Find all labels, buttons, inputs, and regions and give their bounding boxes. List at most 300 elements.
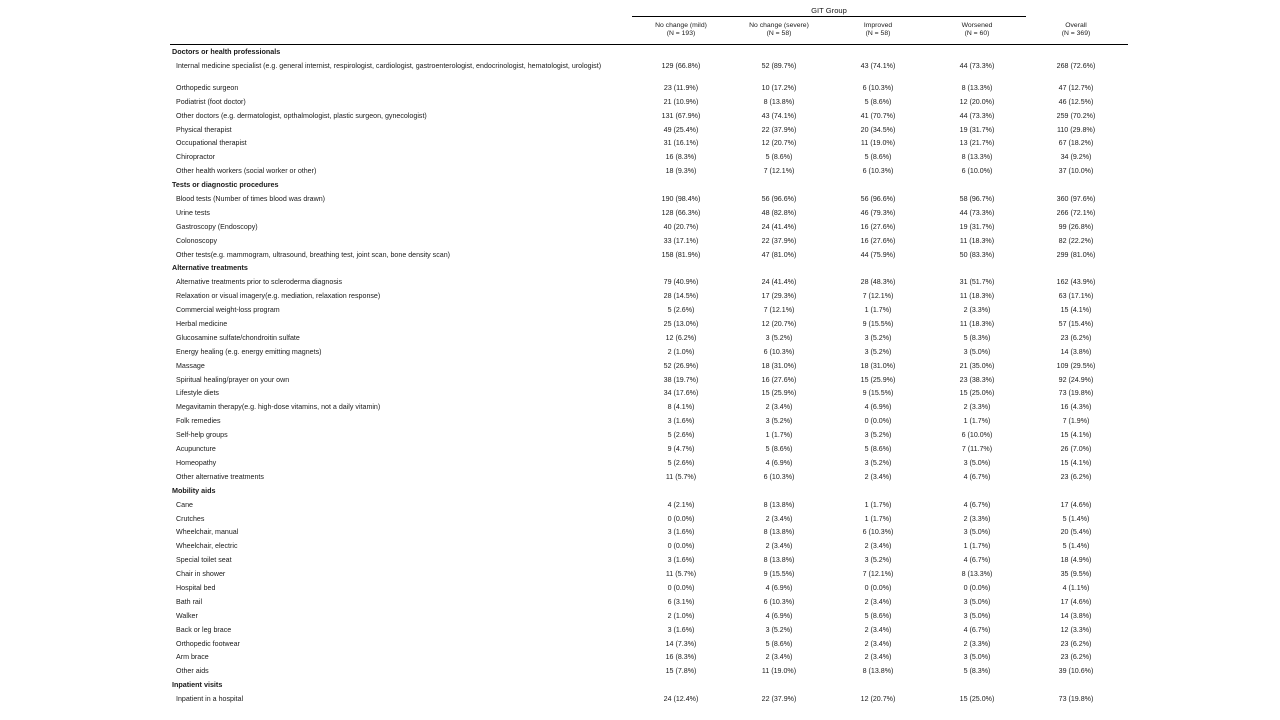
group-title: GIT Group — [811, 6, 847, 15]
table-cell: 28 (14.5%) — [663, 292, 699, 301]
table-cell: 11 (18.3%) — [959, 236, 995, 245]
table-row — [170, 386, 1128, 400]
table-cell: 12 (20.7%) — [860, 695, 896, 704]
section-header-row — [170, 261, 1128, 275]
table-cell: 44 (73.3%) — [959, 111, 995, 120]
table-cell: 7 (1.9%) — [1062, 417, 1090, 426]
table-row — [170, 150, 1128, 164]
table-cell: 128 (66.3%) — [661, 208, 701, 217]
table-cell: 3 (1.6%) — [667, 528, 695, 537]
table-cell: 110 (29.8%) — [1056, 125, 1096, 134]
table-cell: 15 (7.8%) — [665, 667, 697, 676]
row-label: Orthopedic surgeon — [176, 83, 239, 92]
table-cell: 360 (97.6%) — [1056, 195, 1096, 204]
table-cell: 0 (0.0%) — [963, 583, 991, 592]
table-cell: 14 (7.3%) — [665, 639, 697, 648]
table-row — [170, 303, 1128, 317]
row-label: Hospital bed — [176, 583, 216, 592]
column-name: Improved — [863, 22, 893, 29]
table-cell: 15 (25.0%) — [959, 389, 995, 398]
table-cell: 20 (34.5%) — [860, 125, 896, 134]
row-label: Other health workers (social worker or other) — [176, 167, 317, 176]
table-cell: 5 (2.6%) — [667, 306, 695, 315]
table-cell: 2 (3.4%) — [864, 639, 892, 648]
table-cell: 3 (1.6%) — [667, 556, 695, 565]
table-cell: 3 (5.0%) — [963, 597, 991, 606]
table-cell: 2 (3.4%) — [765, 542, 793, 551]
table-cell: 5 (2.6%) — [667, 431, 695, 440]
row-label: Other aids — [176, 667, 209, 676]
table-cell: 50 (83.3%) — [959, 250, 995, 259]
table-cell: 5 (8.3%) — [963, 667, 991, 676]
row-label: Chiropractor — [176, 153, 216, 162]
table-cell: 3 (5.2%) — [864, 333, 892, 342]
table-row — [170, 192, 1128, 206]
table-cell: 4 (6.9%) — [765, 583, 793, 592]
table-cell: 5 (8.6%) — [864, 445, 892, 454]
table-cell: 2 (1.0%) — [667, 611, 695, 620]
table-cell: 268 (72.6%) — [1056, 61, 1096, 70]
table-cell: 1 (1.7%) — [864, 514, 892, 523]
table-cell: 23 (6.2%) — [1060, 653, 1092, 662]
table-cell: 26 (7.0%) — [1060, 445, 1092, 454]
table-cell: 15 (4.1%) — [1060, 458, 1092, 467]
row-label: Occupational therapist — [176, 139, 247, 148]
row-label: Walker — [176, 611, 198, 620]
row-label: Physical therapist — [176, 125, 232, 134]
table-cell: 52 (26.9%) — [663, 361, 699, 370]
table-cell: 82 (22.2%) — [1058, 236, 1094, 245]
table-cell: 2 (3.4%) — [864, 472, 892, 481]
table-cell: 22 (37.9%) — [761, 125, 797, 134]
table-cell: 19 (31.7%) — [959, 125, 995, 134]
row-label: Orthopedic footwear — [176, 639, 240, 648]
table-cell: 6 (10.0%) — [961, 431, 993, 440]
table-cell: 15 (4.1%) — [1060, 431, 1092, 440]
table-cell: 52 (89.7%) — [761, 61, 797, 70]
table-cell: 41 (70.7%) — [860, 111, 896, 120]
row-label: Inpatient in a hospital — [176, 695, 244, 704]
row-label: Wheelchair, manual — [176, 528, 239, 537]
table-cell: 35 (9.5%) — [1060, 570, 1092, 579]
table-cell: 39 (10.6%) — [1058, 667, 1094, 676]
table-cell: 8 (13.8%) — [862, 667, 894, 676]
table-cell: 37 (10.0%) — [1058, 167, 1094, 176]
section-title: Mobility aids — [172, 485, 216, 495]
table-cell: 5 (8.6%) — [765, 639, 793, 648]
table-cell: 12 (20.7%) — [761, 139, 797, 148]
column-n: (N = 58) — [865, 30, 891, 38]
table-cell: 1 (1.7%) — [963, 542, 991, 551]
table-cell: 5 (1.4%) — [1062, 542, 1090, 551]
column-n: (N = 58) — [766, 30, 792, 38]
table-cell: 2 (3.3%) — [963, 639, 991, 648]
column-header-improved — [829, 22, 927, 39]
table-cell: 11 (19.0%) — [761, 667, 797, 676]
table-cell: 24 (41.4%) — [761, 222, 797, 231]
table-cell: 109 (29.5%) — [1056, 361, 1096, 370]
row-label: Homeopathy — [176, 458, 217, 467]
table-cell: 3 (5.2%) — [864, 556, 892, 565]
table-cell: 6 (3.1%) — [667, 597, 695, 606]
table-cell: 2 (3.4%) — [864, 542, 892, 551]
row-label: Urine tests — [176, 208, 210, 217]
table-row — [170, 470, 1128, 484]
row-label: Arm brace — [176, 653, 209, 662]
table-cell: 18 (31.0%) — [761, 361, 797, 370]
column-n: (N = 60) — [964, 30, 990, 38]
column-header-worsened — [928, 22, 1026, 39]
table-cell: 8 (13.8%) — [763, 528, 795, 537]
table-cell: 299 (81.0%) — [1056, 250, 1096, 259]
table-cell: 0 (0.0%) — [864, 417, 892, 426]
table-row — [170, 81, 1128, 95]
table-row — [170, 525, 1128, 539]
table-cell: 8 (13.8%) — [763, 500, 795, 509]
table-cell: 31 (16.1%) — [663, 139, 699, 148]
column-header-no-change-mild — [632, 22, 730, 39]
table-row — [170, 498, 1128, 512]
table-cell: 8 (13.3%) — [961, 570, 993, 579]
table-cell: 8 (4.1%) — [667, 403, 695, 412]
table-cell: 3 (5.0%) — [963, 653, 991, 662]
row-label: Back or leg brace — [176, 625, 232, 634]
table-cell: 23 (6.2%) — [1060, 333, 1092, 342]
table-cell: 18 (31.0%) — [860, 361, 896, 370]
table-row — [170, 220, 1128, 234]
table-cell: 57 (15.4%) — [1058, 320, 1094, 329]
table-row — [170, 414, 1128, 428]
row-label: Acupuncture — [176, 445, 216, 454]
table-cell: 5 (8.6%) — [765, 445, 793, 454]
column-n: (N = 369) — [1061, 30, 1091, 38]
table-cell: 6 (10.3%) — [862, 528, 894, 537]
table-cell: 22 (37.9%) — [761, 695, 797, 704]
table-cell: 6 (10.3%) — [763, 347, 795, 356]
row-label: Massage — [176, 361, 205, 370]
table-cell: 7 (11.7%) — [961, 445, 993, 454]
table-row — [170, 136, 1128, 150]
section-title: Inpatient visits — [172, 680, 223, 690]
table-cell: 3 (5.2%) — [765, 417, 793, 426]
table-cell: 4 (6.7%) — [963, 556, 991, 565]
table-cell: 129 (66.8%) — [661, 61, 701, 70]
table-cell: 2 (3.4%) — [864, 625, 892, 634]
row-label: Podiatrist (foot doctor) — [176, 97, 246, 106]
table-cell: 2 (3.3%) — [963, 306, 991, 315]
row-label: Special toilet seat — [176, 556, 232, 565]
table-cell: 1 (1.7%) — [765, 431, 793, 440]
table-cell: 21 (35.0%) — [959, 361, 995, 370]
row-label: Lifestyle diets — [176, 389, 219, 398]
table-cell: 6 (10.3%) — [862, 83, 894, 92]
table-cell: 131 (67.9%) — [661, 111, 701, 120]
table-cell: 73 (19.8%) — [1058, 695, 1094, 704]
table-cell: 5 (8.6%) — [864, 153, 892, 162]
column-name: No change (severe) — [749, 22, 809, 29]
table-cell: 7 (12.1%) — [862, 292, 894, 301]
section-header-row — [170, 678, 1128, 692]
table-row — [170, 289, 1128, 303]
section-header-row — [170, 178, 1128, 192]
table-row — [170, 692, 1128, 706]
section-title: Alternative treatments — [172, 263, 248, 273]
section-title: Doctors or health professionals — [172, 47, 281, 56]
table-cell: 9 (15.5%) — [763, 570, 795, 579]
table-cell: 259 (70.2%) — [1056, 111, 1096, 120]
table-cell: 23 (6.2%) — [1060, 639, 1092, 648]
table-cell: 19 (31.7%) — [959, 222, 995, 231]
table-cell: 18 (4.9%) — [1060, 556, 1092, 565]
column-header-no-change-severe — [730, 22, 828, 39]
table-cell: 6 (10.3%) — [763, 597, 795, 606]
table-cell: 40 (20.7%) — [663, 222, 699, 231]
table-cell: 56 (96.6%) — [860, 195, 896, 204]
table-cell: 21 (10.9%) — [663, 97, 699, 106]
table-cell: 46 (12.5%) — [1058, 97, 1094, 106]
table-cell: 9 (15.5%) — [862, 320, 894, 329]
table-cell: 24 (12.4%) — [663, 695, 699, 704]
table-row — [170, 650, 1128, 664]
table-cell: 0 (0.0%) — [667, 542, 695, 551]
row-label: Self-help groups — [176, 431, 228, 440]
table-cell: 14 (3.8%) — [1060, 347, 1092, 356]
table-row — [170, 123, 1128, 137]
table-cell: 9 (4.7%) — [667, 445, 695, 454]
table-row — [170, 109, 1128, 123]
table-cell: 3 (1.6%) — [667, 625, 695, 634]
table-cell: 0 (0.0%) — [667, 583, 695, 592]
table-cell: 17 (29.3%) — [761, 292, 797, 301]
table-cell: 0 (0.0%) — [667, 514, 695, 523]
table-row — [170, 567, 1128, 581]
table-cell: 5 (8.6%) — [765, 153, 793, 162]
table-cell: 2 (3.4%) — [864, 653, 892, 662]
table-cell: 1 (1.7%) — [963, 417, 991, 426]
table-cell: 22 (37.9%) — [761, 236, 797, 245]
table-cell: 190 (98.4%) — [661, 195, 701, 204]
table-cell: 2 (3.3%) — [963, 514, 991, 523]
table-row — [170, 206, 1128, 220]
row-label: Alternative treatments prior to scleroderma diagnosis — [176, 278, 342, 287]
table-cell: 16 (27.6%) — [860, 222, 896, 231]
table-cell: 5 (2.6%) — [667, 458, 695, 467]
table-cell: 3 (5.2%) — [864, 458, 892, 467]
group-rule — [632, 16, 1026, 17]
table-cell: 7 (12.1%) — [763, 167, 795, 176]
table-cell: 5 (8.6%) — [864, 611, 892, 620]
row-label: Relaxation or visual imagery(e.g. mediation, relaxation response) — [176, 292, 381, 301]
table-cell: 162 (43.9%) — [1056, 278, 1096, 287]
table-cell: 4 (6.9%) — [765, 611, 793, 620]
table-cell: 8 (13.8%) — [763, 556, 795, 565]
table-cell: 2 (3.4%) — [765, 403, 793, 412]
table-cell: 47 (81.0%) — [761, 250, 797, 259]
table-cell: 4 (1.1%) — [1062, 583, 1090, 592]
table-cell: 28 (48.3%) — [860, 278, 896, 287]
row-label: Other doctors (e.g. dermatologist, opthalmologist, plastic surgeon, gynecologist) — [176, 111, 427, 120]
table-row — [170, 248, 1128, 262]
table-cell: 5 (8.6%) — [864, 97, 892, 106]
column-name: Worsened — [961, 22, 993, 29]
section-title: Tests or diagnostic procedures — [172, 180, 279, 190]
column-n: (N = 193) — [666, 30, 696, 38]
table-cell: 17 (4.6%) — [1060, 500, 1092, 509]
table-cell: 48 (82.8%) — [761, 208, 797, 217]
section-header-row — [170, 484, 1128, 498]
table-cell: 3 (5.2%) — [864, 347, 892, 356]
section-header-row — [170, 45, 1128, 59]
table-cell: 2 (3.4%) — [864, 597, 892, 606]
table-cell: 23 (38.3%) — [959, 375, 995, 384]
table-cell: 16 (27.6%) — [761, 375, 797, 384]
table-row — [170, 234, 1128, 248]
table-row — [170, 373, 1128, 387]
table-cell: 9 (15.5%) — [862, 389, 894, 398]
table-cell: 10 (17.2%) — [761, 83, 797, 92]
table-row — [170, 275, 1128, 289]
row-label: Chair in shower — [176, 570, 226, 579]
table-cell: 33 (17.1%) — [663, 236, 699, 245]
table-cell: 15 (4.1%) — [1060, 306, 1092, 315]
table-cell: 79 (40.9%) — [663, 278, 699, 287]
table-cell: 4 (6.7%) — [963, 472, 991, 481]
table-cell: 6 (10.0%) — [961, 167, 993, 176]
table-cell: 24 (41.4%) — [761, 278, 797, 287]
table-row — [170, 512, 1128, 526]
column-name: No change (mild) — [655, 22, 707, 29]
table-cell: 47 (12.7%) — [1058, 83, 1094, 92]
table-cell: 73 (19.8%) — [1058, 389, 1094, 398]
row-label: Folk remedies — [176, 417, 221, 426]
row-label: Megavitamin therapy(e.g. high-dose vitamins, not a daily vitamin) — [176, 403, 381, 412]
results-table — [170, 7, 1128, 706]
table-cell: 31 (51.7%) — [959, 278, 995, 287]
table-body — [170, 45, 1128, 706]
row-label: Other alternative treatments — [176, 472, 264, 481]
table-row — [170, 317, 1128, 331]
table-cell: 3 (5.2%) — [765, 625, 793, 634]
table-cell: 23 (6.2%) — [1060, 472, 1092, 481]
table-row — [170, 581, 1128, 595]
table-row — [170, 637, 1128, 651]
table-cell: 16 (8.3%) — [665, 653, 697, 662]
table-cell: 38 (19.7%) — [663, 375, 699, 384]
table-cell: 3 (5.0%) — [963, 611, 991, 620]
table-cell: 2 (1.0%) — [667, 347, 695, 356]
row-label: Crutches — [176, 514, 205, 523]
table-row — [170, 595, 1128, 609]
table-cell: 43 (74.1%) — [860, 61, 896, 70]
table-cell: 12 (6.2%) — [665, 333, 697, 342]
row-label: Internal medicine specialist (e.g. general internist, respirologist, cardiologist, gastroenterologist, endocrinologist, hematologist, urologist) — [176, 61, 602, 70]
table-row — [170, 95, 1128, 109]
table-row — [170, 164, 1128, 178]
table-cell: 2 (3.4%) — [765, 653, 793, 662]
table-cell: 7 (12.1%) — [862, 570, 894, 579]
table-cell: 3 (5.2%) — [765, 333, 793, 342]
table-cell: 58 (96.7%) — [959, 195, 995, 204]
table-cell: 13 (21.7%) — [959, 139, 995, 148]
table-cell: 3 (5.0%) — [963, 528, 991, 537]
table-cell: 2 (3.3%) — [963, 403, 991, 412]
table-cell: 67 (18.2%) — [1058, 139, 1094, 148]
table-cell: 4 (2.1%) — [667, 500, 695, 509]
table-cell: 49 (25.4%) — [663, 125, 699, 134]
table-row — [170, 442, 1128, 456]
table-cell: 8 (13.3%) — [961, 83, 993, 92]
table-cell: 43 (74.1%) — [761, 111, 797, 120]
table-row — [170, 359, 1128, 373]
table-cell: 18 (9.3%) — [665, 167, 697, 176]
table-cell: 14 (3.8%) — [1060, 611, 1092, 620]
table-cell: 4 (6.7%) — [963, 500, 991, 509]
table-cell: 17 (4.6%) — [1060, 597, 1092, 606]
row-label: Wheelchair, electric — [176, 542, 238, 551]
table-cell: 15 (25.0%) — [959, 695, 995, 704]
row-label: Blood tests (Number of times blood was drawn) — [176, 195, 326, 204]
table-row — [170, 400, 1128, 414]
table-cell: 11 (18.3%) — [959, 292, 995, 301]
table-row — [170, 623, 1128, 637]
table-cell: 20 (5.4%) — [1060, 528, 1092, 537]
row-label: Energy healing (e.g. energy emitting magnets) — [176, 347, 322, 356]
column-header-overall — [1027, 22, 1125, 39]
table-cell: 4 (6.9%) — [864, 403, 892, 412]
table-cell: 3 (5.2%) — [864, 431, 892, 440]
table-cell: 46 (79.3%) — [860, 208, 896, 217]
table-cell: 11 (19.0%) — [860, 139, 896, 148]
row-label: Colonoscopy — [176, 236, 218, 245]
table-cell: 44 (75.9%) — [860, 250, 896, 259]
table-row — [170, 539, 1128, 553]
table-cell: 15 (25.9%) — [860, 375, 896, 384]
table-cell: 266 (72.1%) — [1056, 208, 1096, 217]
table-cell: 0 (0.0%) — [864, 583, 892, 592]
table-cell: 11 (5.7%) — [665, 570, 697, 579]
table-cell: 34 (9.2%) — [1060, 153, 1092, 162]
table-cell: 3 (5.0%) — [963, 458, 991, 467]
table-row — [170, 456, 1128, 470]
table-cell: 34 (17.6%) — [663, 389, 699, 398]
table-row — [170, 553, 1128, 567]
table-cell: 56 (96.6%) — [761, 195, 797, 204]
table-cell: 6 (10.3%) — [862, 167, 894, 176]
table-cell: 12 (3.3%) — [1060, 625, 1092, 634]
table-cell: 1 (1.7%) — [864, 306, 892, 315]
table-cell: 5 (8.3%) — [963, 333, 991, 342]
table-cell: 1 (1.7%) — [864, 500, 892, 509]
table-cell: 12 (20.7%) — [761, 320, 797, 329]
table-cell: 3 (1.6%) — [667, 417, 695, 426]
column-name: Overall — [1065, 22, 1087, 29]
row-label: Commercial weight-loss program — [176, 306, 280, 315]
table-cell: 158 (81.9%) — [661, 250, 701, 259]
table-cell: 11 (5.7%) — [665, 472, 697, 481]
table-cell: 63 (17.1%) — [1058, 292, 1094, 301]
row-label: Bath rail — [176, 597, 203, 606]
row-label: Glucosamine sulfate/chondroitin sulfate — [176, 333, 300, 342]
table-cell: 5 (1.4%) — [1062, 514, 1090, 523]
row-label: Herbal medicine — [176, 320, 228, 329]
table-row — [170, 428, 1128, 442]
table-cell: 8 (13.8%) — [763, 97, 795, 106]
table-header — [170, 7, 1128, 45]
row-label: Spiritual healing/prayer on your own — [176, 375, 290, 384]
table-cell: 44 (73.3%) — [959, 208, 995, 217]
table-cell: 12 (20.0%) — [959, 97, 995, 106]
table-cell: 11 (18.3%) — [959, 320, 995, 329]
